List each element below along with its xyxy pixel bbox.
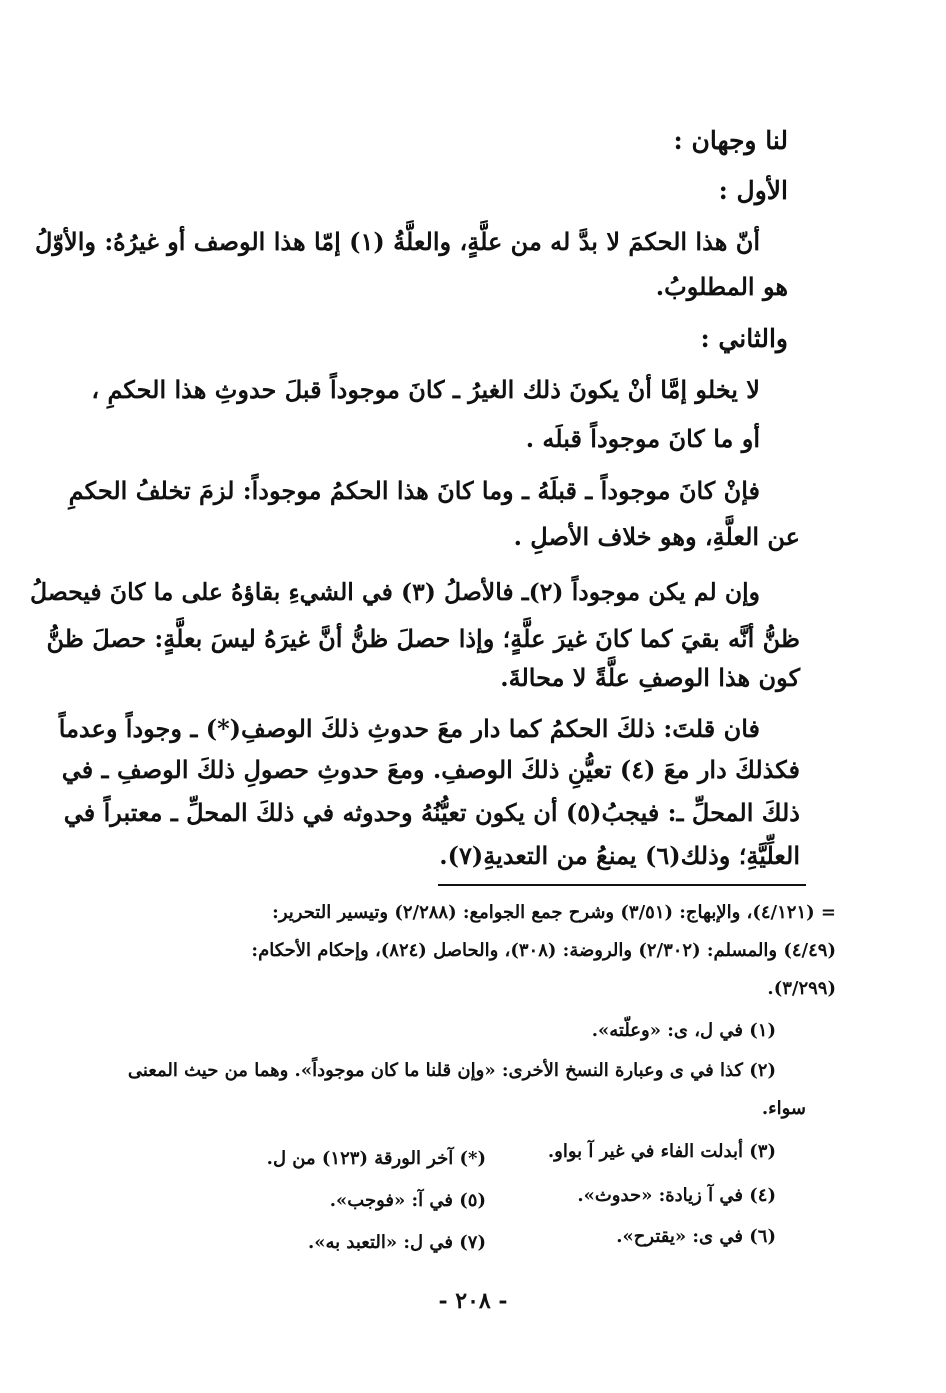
footnote-7: (٧) في ل: «التعبد به». bbox=[307, 1232, 486, 1253]
paragraph-1-line-1: أنّ هذا الحكمَ لا بدَّ له من علَّةٍ، والعلَّةُ (١) إمّا هذا الوصف أو غيرُهُ: والأوّلُ bbox=[34, 227, 760, 256]
paragraph-2-line-2: أو ما كانَ موجوداً قبلَه . bbox=[525, 424, 760, 453]
paragraph-3-line-1: فإنْ كانَ موجوداً ـ قبلَهُ ـ وما كانَ هذا الحكمُ موجوداً: لزمَ تخلفُ الحكمِ bbox=[68, 476, 760, 505]
paragraph-4-line-2: ظنُّ أنَّه بقيَ كما كانَ غيرَ علَّةٍ؛ وإذا حصلَ ظنُّ أنَّ غيرَهُ ليسَ بعلَّةٍ: حصلَ ظنُّ bbox=[46, 624, 800, 653]
heading-two-aspects: لنا وجهان : bbox=[673, 126, 788, 155]
page-number: - ٢٠٨ - bbox=[438, 1288, 508, 1314]
paragraph-4-line-3: كون هذا الوصفِ علَّةً لا محالةَ. bbox=[500, 663, 800, 692]
footnote-star: (*) آخر الورقة (١٢٣) من ل. bbox=[266, 1148, 486, 1169]
footnote-2-line-1: (٢) كذا في ى وعبارة النسخ الأخرى: «وإن قلنا ما كان موجوداً». وهما من حيث المعنى bbox=[127, 1060, 776, 1081]
paragraph-5-line-2: فكذلكَ دار معَ (٤) تعيُّنِ ذلكَ الوصفِ. ومعَ حدوثِ حصولِ ذلكَ الوصفِ ـ في bbox=[61, 755, 800, 784]
paragraph-4-line-1: وإن لم يكن موجوداً (٢)ـ فالأصلُ (٣) في الشيءِ بقاؤهُ على ما كانَ فيحصلُ bbox=[29, 578, 760, 606]
footnote-3: (٣) أبدلت الفاء في غير آ بواو. bbox=[547, 1141, 776, 1162]
footnote-continued-line-3: (٣/٢٩٩). bbox=[767, 978, 836, 999]
footnote-5: (٥) في آ: «فوجب». bbox=[329, 1190, 486, 1211]
footnote-continued-line-2: (٤/٤٩) والمسلم: (٢/٣٠٢) والروضة: (٣٠٨)، والحاصل (٨٢٤)، وإحكام الأحكام: bbox=[251, 940, 836, 961]
paragraph-1-line-2: هو المطلوبُ. bbox=[655, 272, 788, 301]
paragraph-3-line-2: عن العلَّةِ، وهو خلاف الأصلِ . bbox=[513, 522, 800, 551]
footnote-4: (٤) في آ زيادة: «حدوث». bbox=[577, 1185, 776, 1206]
paragraph-2-line-1: لا يخلو إمَّا أنْ يكونَ ذلك الغيرُ ـ كانَ موجوداً قبلَ حدوثِ هذا الحكمِ ، bbox=[91, 375, 760, 404]
footnote-6: (٦) في ى: «يقترح». bbox=[616, 1226, 776, 1247]
heading-first: الأول : bbox=[718, 176, 788, 205]
paragraph-5-line-3: ذلكَ المحلِّ ـ: فيجبُ(٥) أن يكون تعيُّنُهُ وحدوثه في ذلكَ المحلِّ ـ معتبراً في bbox=[63, 798, 800, 827]
paragraph-5-line-4: العلِّيَّةِ؛ وذلك(٦) يمنعُ من التعديةِ(٧). bbox=[439, 841, 800, 870]
paragraph-5-line-1: فان قلتَ: ذلكَ الحكمُ كما دار معَ حدوثِ ذلكَ الوصفِ(*) ـ وجوداً وعدماً bbox=[58, 714, 760, 743]
footnote-2-line-2: سواء. bbox=[761, 1098, 806, 1119]
footnote-continued-line-1: = (٤/١٢١)، والإبهاج: (٣/٥١) وشرح جمع الجوامع: (٢/٢٨٨) وتيسير التحرير: bbox=[272, 902, 836, 923]
footnote-separator bbox=[438, 884, 806, 886]
footnote-1: (١) في ل، ى: «وعلّته». bbox=[591, 1020, 776, 1041]
heading-second: والثاني : bbox=[700, 324, 788, 353]
